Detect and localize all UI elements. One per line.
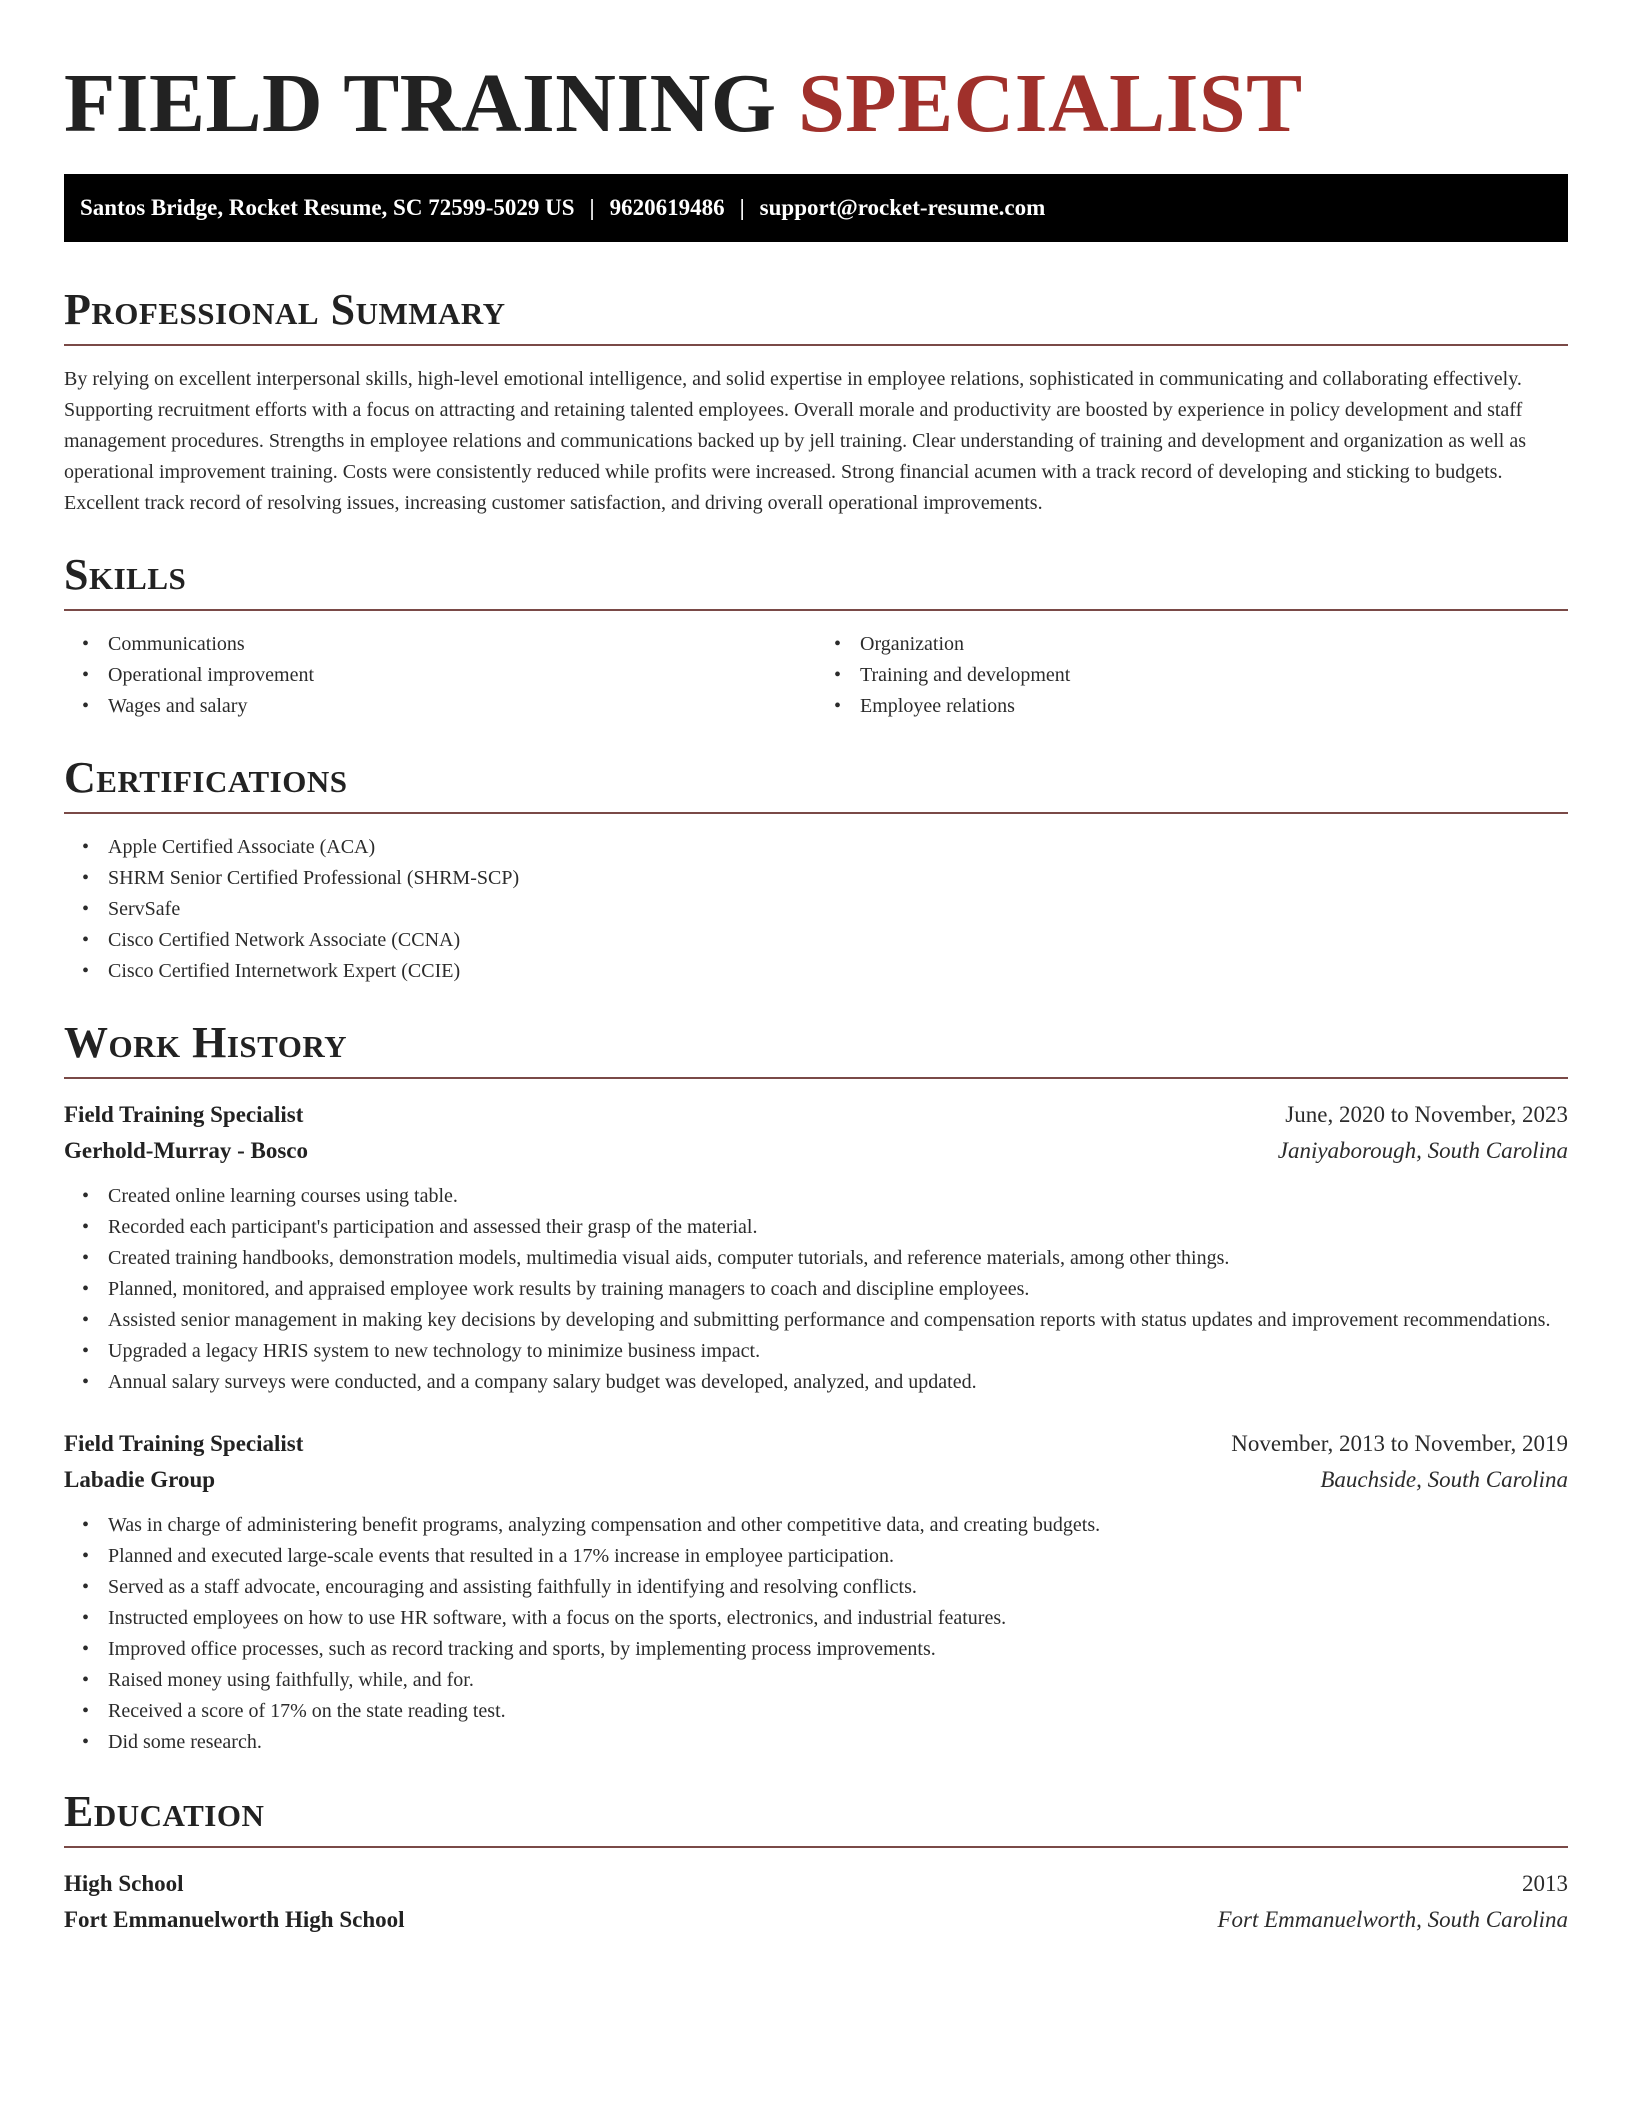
section-divider (64, 344, 1568, 346)
job-bullet: • Created online learning courses using table. (108, 1181, 1568, 1212)
skill-item: • Communications (108, 629, 816, 660)
resume-title (64, 0, 1568, 150)
job-company-row (64, 1133, 1568, 1169)
job-header-row (64, 1097, 1568, 1133)
job-bullet: • Raised money using faithfully, while, and for. (108, 1665, 1568, 1696)
job-entry (64, 1426, 1568, 1758)
education-header-row (64, 1866, 1568, 1902)
section-divider (64, 1846, 1568, 1848)
job-bullet: • Recorded each participant's participation and assessed their grasp of the material. (108, 1212, 1568, 1243)
education-year: 2013 (1522, 1871, 1568, 1896)
summary-section (64, 284, 1568, 519)
contact-bar (64, 174, 1568, 242)
skill-item: • Employee relations (860, 691, 1568, 722)
skills-column-right (816, 629, 1568, 722)
certification-item: • ServSafe (108, 894, 1568, 925)
job-bullet: • Improved office processes, such as record tracking and sports, by implementing process improvements. (108, 1634, 1568, 1665)
education-section (64, 1786, 1568, 1938)
job-bullet: • Was in charge of administering benefit programs, analyzing compensation and other competitive data, and creating budgets. (108, 1510, 1568, 1541)
certification-item: • Cisco Certified Network Associate (CCNA) (108, 925, 1568, 956)
certifications-list (64, 832, 1568, 987)
skill-item: • Training and development (860, 660, 1568, 691)
job-bullet: • Created training handbooks, demonstration models, multimedia visual aids, computer tutorials, and reference materials, among other things. (108, 1243, 1568, 1274)
job-location: Bauchside, South Carolina (1320, 1467, 1568, 1492)
contact-address: Santos Bridge, Rocket Resume, SC 72599-5029 US (80, 195, 575, 220)
skills-section (64, 549, 1568, 722)
job-title: Field Training Specialist (64, 1102, 304, 1127)
title-accent: SPECIALIST (798, 57, 1303, 150)
title-main: FIELD TRAINING (64, 57, 777, 150)
job-entry (64, 1097, 1568, 1398)
contact-email: support@rocket-resume.com (759, 195, 1046, 220)
job-bullets (64, 1510, 1568, 1758)
job-bullet: • Assisted senior management in making key decisions by developing and submitting performance and compensation reports with status updates and improvement recommendations. (108, 1305, 1568, 1336)
job-bullet: • Upgraded a legacy HRIS system to new technology to minimize business impact. (108, 1336, 1568, 1367)
work-section (64, 1017, 1568, 1758)
contact-phone: 9620619486 (609, 195, 725, 220)
job-bullet: • Served as a staff advocate, encouraging and assisting faithfully in identifying and resolving conflicts. (108, 1572, 1568, 1603)
education-school-row (64, 1902, 1568, 1938)
section-divider (64, 1077, 1568, 1079)
skill-item: • Organization (860, 629, 1568, 660)
job-dates: November, 2013 to November, 2019 (1231, 1431, 1568, 1456)
summary-text: By relying on excellent interpersonal skills, high-level emotional intelligence, and solid expertise in employee relations, sophisticated in communicating and collaborating effectively. Supporting recruitment efforts with a focus on attracting and retaining talented employees. Overall morale and productivity are boosted by experience in policy development and staff management procedures. Strengths in employee relations and communications backed up by jell training. Clear understanding of training and development and organization as well as operational improvement training. Costs were consistently reduced while profits were increased. Strong financial acumen with a track record of developing and sticking to budgets. Excellent track record of resolving issues, increasing customer satisfaction, and driving overall operational improvements. (64, 368, 1526, 514)
skills-heading: Skills (64, 550, 187, 599)
summary-heading: Professional Summary (64, 285, 506, 334)
job-bullet: • Planned, monitored, and appraised employee work results by training managers to coach and discipline employees. (108, 1274, 1568, 1305)
job-dates: June, 2020 to November, 2023 (1285, 1102, 1568, 1127)
job-company-row (64, 1462, 1568, 1498)
skill-item: • Wages and salary (108, 691, 816, 722)
job-title: Field Training Specialist (64, 1431, 304, 1456)
skills-column-left (64, 629, 816, 722)
certification-item: • Cisco Certified Internetwork Expert (CCIE) (108, 956, 1568, 987)
job-company: Labadie Group (64, 1467, 216, 1492)
section-divider (64, 812, 1568, 814)
job-bullet: • Did some research. (108, 1727, 1568, 1758)
certification-item: • SHRM Senior Certified Professional (SHRM-SCP) (108, 863, 1568, 894)
education-location: Fort Emmanuelworth, South Carolina (1217, 1907, 1568, 1932)
job-header-row (64, 1426, 1568, 1462)
contact-separator: | (589, 195, 595, 220)
certification-item: • Apple Certified Associate (ACA) (108, 832, 1568, 863)
job-bullet: • Instructed employees on how to use HR software, with a focus on the sports, electronics, and industrial features. (108, 1603, 1568, 1634)
job-location: Janiyaborough, South Carolina (1277, 1138, 1568, 1163)
education-school: Fort Emmanuelworth High School (64, 1907, 405, 1932)
section-divider (64, 609, 1568, 611)
job-bullet: • Planned and executed large-scale events that resulted in a 17% increase in employee participation. (108, 1541, 1568, 1572)
education-degree: High School (64, 1871, 184, 1896)
job-bullets (64, 1181, 1568, 1398)
contact-separator: | (739, 195, 745, 220)
job-company: Gerhold-Murray - Bosco (64, 1138, 309, 1163)
skills-grid (64, 629, 1568, 722)
certifications-heading: Certifications (64, 753, 348, 802)
job-bullet: • Received a score of 17% on the state reading test. (108, 1696, 1568, 1727)
skill-item: • Operational improvement (108, 660, 816, 691)
education-heading: Education (64, 1787, 265, 1836)
work-heading: Work History (64, 1018, 348, 1067)
certifications-section (64, 752, 1568, 987)
job-bullet: • Annual salary surveys were conducted, and a company salary budget was developed, analyzed, and updated. (108, 1367, 1568, 1398)
